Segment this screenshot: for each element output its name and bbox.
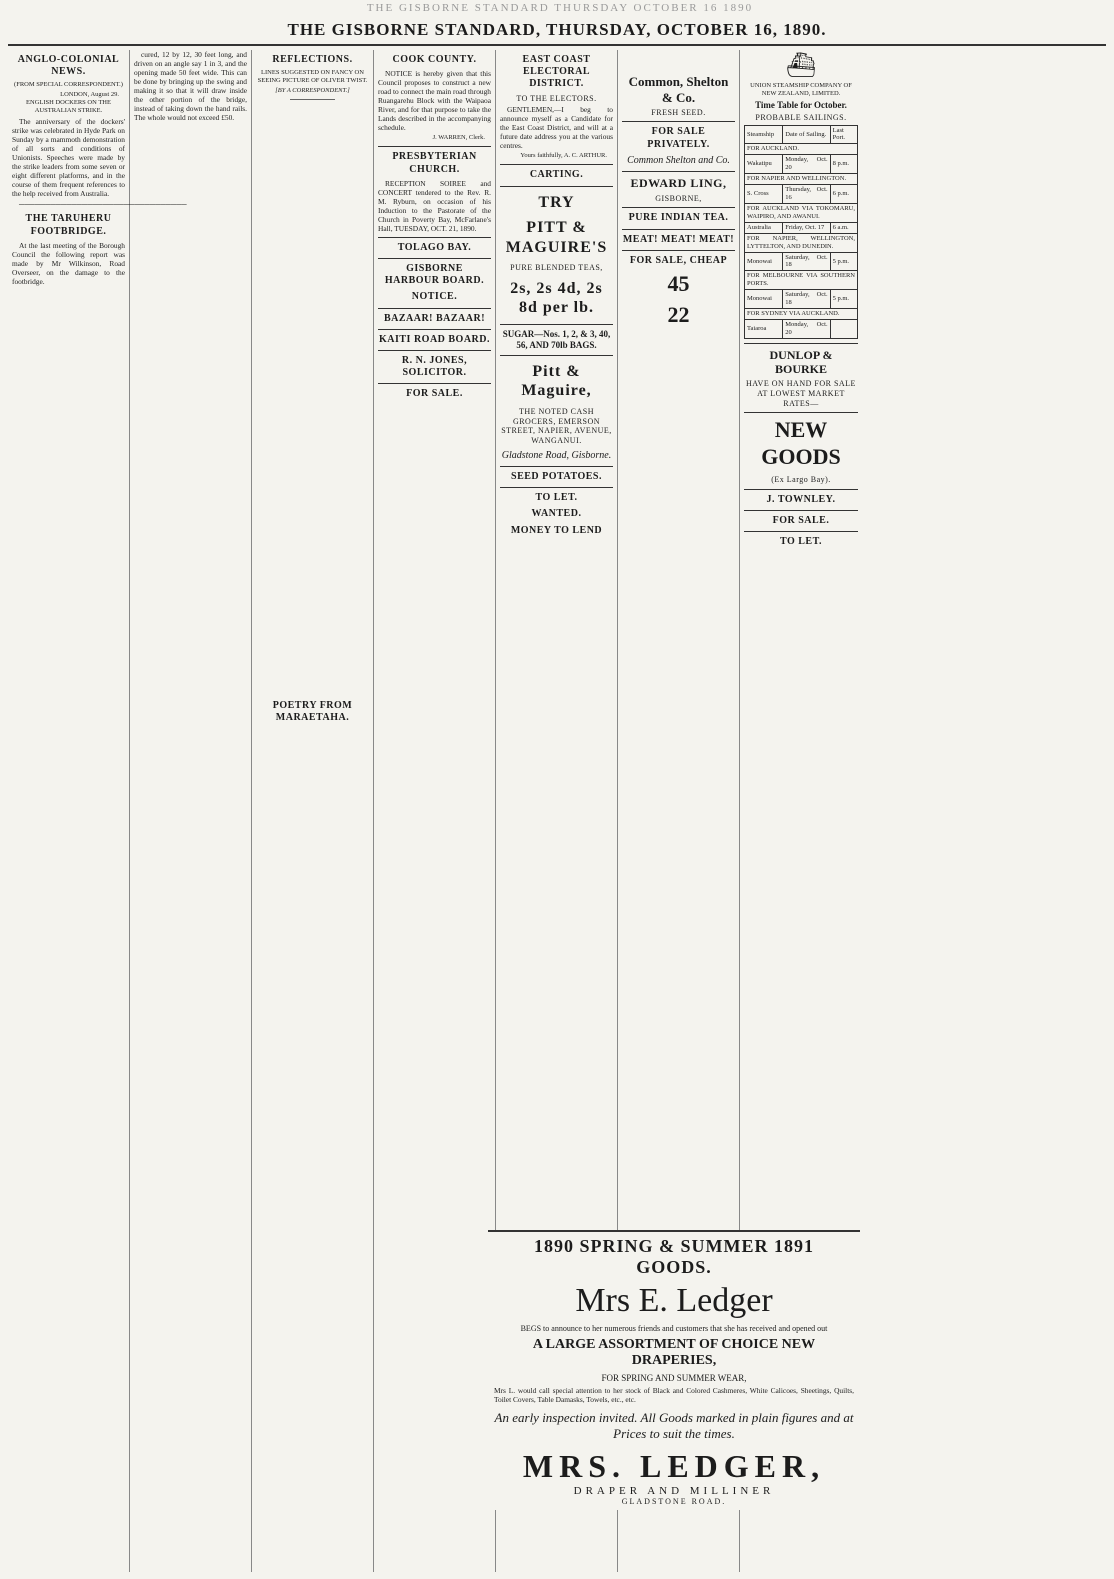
divider [622, 121, 735, 122]
section-heading: FOR SALE PRIVATELY. [647, 126, 710, 150]
sailing-destination: FOR AUCKLAND. [745, 144, 858, 155]
section-heading: EAST COAST ELECTORAL DISTRICT. [522, 54, 591, 90]
divider [378, 237, 491, 238]
section-heading: TO LET. [535, 492, 578, 504]
ad-subheading: FRESH SEED. [651, 107, 706, 117]
divider [622, 250, 735, 251]
dateline: LONDON, August 29. [60, 91, 119, 99]
divider [622, 171, 735, 172]
ad-body: Mrs L. would call special attention to her stock of Black and Colored Cashmeres, White Calicoes, Sheetings, Quilts, Toilet Covers, Table Damasks, Towels, etc., etc. [494, 1386, 854, 1404]
subheading: TO THE ELECTORS. [516, 93, 597, 103]
ad-headline: NEW GOODS [761, 417, 841, 470]
table-cell: Australia [745, 222, 783, 233]
divider [378, 146, 491, 147]
divider [744, 489, 858, 490]
ad-number: 22 [667, 301, 690, 327]
divider [500, 466, 613, 467]
ad-number: 45 [667, 270, 690, 296]
ad-headline: PITT & MAGUIRE'S [505, 219, 608, 256]
ad-subheading: PURE BLENDED TEAS, [510, 263, 603, 273]
ad-headline: TRY [538, 193, 575, 211]
table-row [745, 222, 858, 233]
table-cell: Saturday, Oct. 18 [783, 290, 830, 309]
section-heading: TO LET. [779, 536, 823, 548]
table-cell: Saturday, Oct. 18 [783, 252, 830, 271]
steamship-icon: ⛴ [785, 53, 817, 79]
section-heading: PRESBYTERIAN CHURCH. [392, 151, 477, 175]
sailing-destination: FOR NAPIER, WELLINGTON, LYTTELTON, AND DUNEDIN. [745, 233, 858, 252]
ad-subheading: Time Table for October. [755, 99, 847, 110]
table-row [745, 185, 858, 204]
divider [500, 164, 613, 165]
ad-headline: A LARGE ASSORTMENT OF CHOICE NEW DRAPERIES, [532, 1337, 816, 1368]
divider [744, 343, 858, 344]
column-3 [252, 50, 374, 1572]
byline: [BY A CORRESPONDENT.] [275, 87, 350, 95]
subheading: ENGLISH DOCKERS ON THE AUSTRALIAN STRIKE. [26, 99, 111, 115]
section-heading: MEAT! MEAT! MEAT! [622, 233, 735, 245]
divider [378, 350, 491, 351]
table-cell: Monowai [745, 252, 783, 271]
ad-subheading: (Ex Largo Bay). [771, 475, 831, 484]
ad-tagline: An early inspection invited. All Goods marked in plain figures and at Prices to suit the times. [494, 1410, 854, 1441]
section-heading: R. N. JONES, SOLICITOR. [401, 355, 468, 379]
table-cell: 5 p.m. [830, 252, 857, 271]
newspaper-title: THE GISBORNE STANDARD, THURSDAY, OCTOBER 16, 1890. [287, 20, 827, 39]
article-body: The anniversary of the dockers' strike was celebrated in Hyde Park on Sunday by a mammoth demonstration of all sorts and conditions of Unionists. Speeches were made by the strike leaders from some seven or eight different platforms, and in the course of them frequent references to the help received from Australia. [12, 117, 125, 199]
table-header-row [745, 125, 858, 144]
notice-body: RECEPTION SOIREE and CONCERT tendered to the Rev. R. M. Ryburn, on occasion of his Induction to the Pastorate of the Church in Poverty Bay, McFarlane's Hall, TUESDAY, OCT. 21, 1890. [378, 178, 491, 233]
section-heading: PURE INDIAN TEA. [628, 212, 729, 224]
table-cell: Monowai [745, 290, 783, 309]
divider [378, 329, 491, 330]
section-heading: FOR SALE. [772, 514, 830, 526]
table-header-cell: Steamship [745, 125, 783, 144]
table-row [745, 320, 858, 339]
table-cell: 6 a.m. [830, 222, 857, 233]
section-heading: GISBORNE HARBOUR BOARD. [384, 263, 485, 287]
masthead-rule [8, 44, 1106, 46]
table-header-cell: Last Port. [830, 125, 857, 144]
ad-address: GLADSTONE ROAD. [621, 1497, 727, 1506]
column-2 [130, 50, 252, 1572]
notice-body: NOTICE is hereby given that this Council proposes to construct a new road to connect the main road through Ruangarehu Block with the Waipaoa River, and for that purpose to take the Lands described in the accompanying schedule. [378, 69, 491, 133]
sailing-destination: FOR MELBOURNE VIA SOUTHERN PORTS. [745, 271, 858, 290]
section-heading: ANGLO-COLONIAL NEWS. [17, 54, 120, 78]
sailings-table [744, 125, 858, 339]
divider [290, 99, 335, 100]
section-heading: COOK COUNTY. [392, 54, 477, 65]
table-cell: Taiaroa [745, 320, 783, 339]
ad-address: Common Shelton and Co. [627, 154, 730, 166]
ad-intro: BEGS to announce to her numerous friends and customers that she has received and opened out [520, 1324, 828, 1333]
divider [500, 355, 613, 356]
divider [500, 324, 613, 325]
ad-headline: Pitt & Maguire, [521, 362, 592, 400]
ad-headline: UNION STEAMSHIP COMPANY OF NEW ZEALAND, LIMITED. [750, 82, 852, 97]
article-body: cured, 12 by 12, 30 feet long, and driven on an angle say 1 in 3, and the opening made 50 feet wide. This can be done by bringing up the swing and making it so that it will draw inside the other portion of the bridge, instead of taking down the hand rails. The whole would not exceed £50. [134, 50, 247, 123]
divider [622, 229, 735, 230]
section-heading: POETRY FROM MARAETAHA. [272, 699, 353, 724]
ad-headline: DUNLOP & BOURKE [769, 347, 833, 377]
ad-headline: Common, Shelton & Co. [628, 74, 729, 105]
section-heading: TOLAGO BAY. [397, 241, 472, 253]
table-row [745, 290, 858, 309]
divider [622, 207, 735, 208]
section-heading: EDWARD LING, [630, 176, 727, 191]
table-cell: 8 p.m. [830, 155, 857, 174]
table-cell [830, 320, 857, 339]
divider [378, 258, 491, 259]
ad-headline: 1890 SPRING & SUMMER 1891 GOODS. [534, 1236, 814, 1277]
section-heading: MONEY TO LEND [510, 524, 603, 536]
sailing-destination: FOR NAPIER AND WELLINGTON. [745, 174, 858, 185]
divider [500, 186, 613, 187]
divider [378, 383, 491, 384]
section-heading: FOR SALE, CHEAP [629, 254, 728, 266]
notice-body: GENTLEMEN,—I beg to announce myself as a Candidate for the East Coast District, and will at a future date address you at the various centres. [500, 105, 613, 151]
ad-subheading: DRAPER AND MILLINER [573, 1485, 775, 1497]
ad-subheading: THE NOTED CASH GROCERS, EMERSON STREET, NAPIER, AVENUE, WANGANUI. [501, 406, 612, 446]
table-cell: 5 p.m. [830, 290, 857, 309]
ad-headline: SUGAR—Nos. 1, 2, & 3, 40, 56, AND 70lb BAGS. [502, 328, 611, 350]
article-body-filler: ──────────────────────────────── [19, 200, 187, 210]
section-heading: J. TOWNLEY. [766, 493, 836, 505]
table-cell: S. Cross [745, 185, 783, 204]
table-cell: Wakatipu [745, 155, 783, 174]
column-4 [374, 50, 496, 1572]
ledger-advertisement [488, 1230, 860, 1510]
column-1 [8, 50, 187, 1572]
ad-subheading: HAVE ON HAND FOR SALE AT LOWEST MARKET RATES— [746, 379, 856, 408]
table-header-cell: Date of Sailing. [783, 125, 830, 144]
ad-subheading: GISBORNE, [655, 193, 702, 203]
signature: J. WARREN, Clerk. [432, 134, 485, 142]
bleed-through-text: THE GISBORNE STANDARD THURSDAY OCTOBER 16 1890 [366, 2, 754, 14]
section-heading: WANTED. [531, 508, 582, 520]
table-cell: Monday, Oct. 20 [783, 155, 830, 174]
article-body: At the last meeting of the Borough Council the following report was made by Mr Wilkinson, Road Overseer, on the damage to the footbridge. [12, 240, 125, 286]
section-heading: BAZAAR! BAZAAR! [383, 312, 486, 324]
sailing-destination: FOR AUCKLAND VIA TOKOMARU, WAIPIRO, AND AWANUI. [745, 203, 858, 222]
section-heading: KAITI ROAD BOARD. [378, 333, 490, 345]
table-cell: 6 p.m. [830, 185, 857, 204]
table-row [745, 155, 858, 174]
table-row [745, 252, 858, 271]
divider [744, 412, 858, 413]
section-heading: NOTICE. [411, 291, 458, 303]
table-cell: Monday, Oct. 20 [783, 320, 830, 339]
section-heading: THE TARUHERU FOOTBRIDGE. [25, 213, 112, 237]
ad-name: MRS. LEDGER, [522, 1448, 826, 1484]
section-heading: SEED POTATOES. [511, 471, 602, 483]
signature: Yours faithfully, A. C. ARTHUR. [520, 152, 607, 160]
section-heading: CARTING. [529, 169, 584, 181]
sailing-destination: FOR SYDNEY VIA AUCKLAND. [745, 309, 858, 320]
ad-address: Gladstone Road, Gisborne. [501, 449, 612, 461]
divider [744, 510, 858, 511]
divider [744, 531, 858, 532]
section-heading: REFLECTIONS. [272, 54, 353, 65]
ad-subheading: PROBABLE SAILINGS. [755, 112, 847, 122]
ad-price: 2s, 2s 4d, 2s 8d per lb. [510, 279, 603, 317]
masthead [0, 0, 1114, 46]
ad-subheading: FOR SPRING AND SUMMER WEAR, [601, 1373, 747, 1383]
section-heading: FOR SALE. [406, 388, 463, 400]
divider [378, 308, 491, 309]
table-cell: Thursday, Oct. 16 [783, 185, 830, 204]
subheading: LINES SUGGESTED ON FANCY ON SEEING PICTURE OF OLIVER TWIST. [257, 69, 368, 85]
ad-name: Mrs E. Ledger [575, 1282, 773, 1319]
table-cell: Friday, Oct. 17 [783, 222, 830, 233]
divider [500, 487, 613, 488]
byline: (FROM SPECIAL CORRESPONDENT.) [14, 81, 123, 89]
